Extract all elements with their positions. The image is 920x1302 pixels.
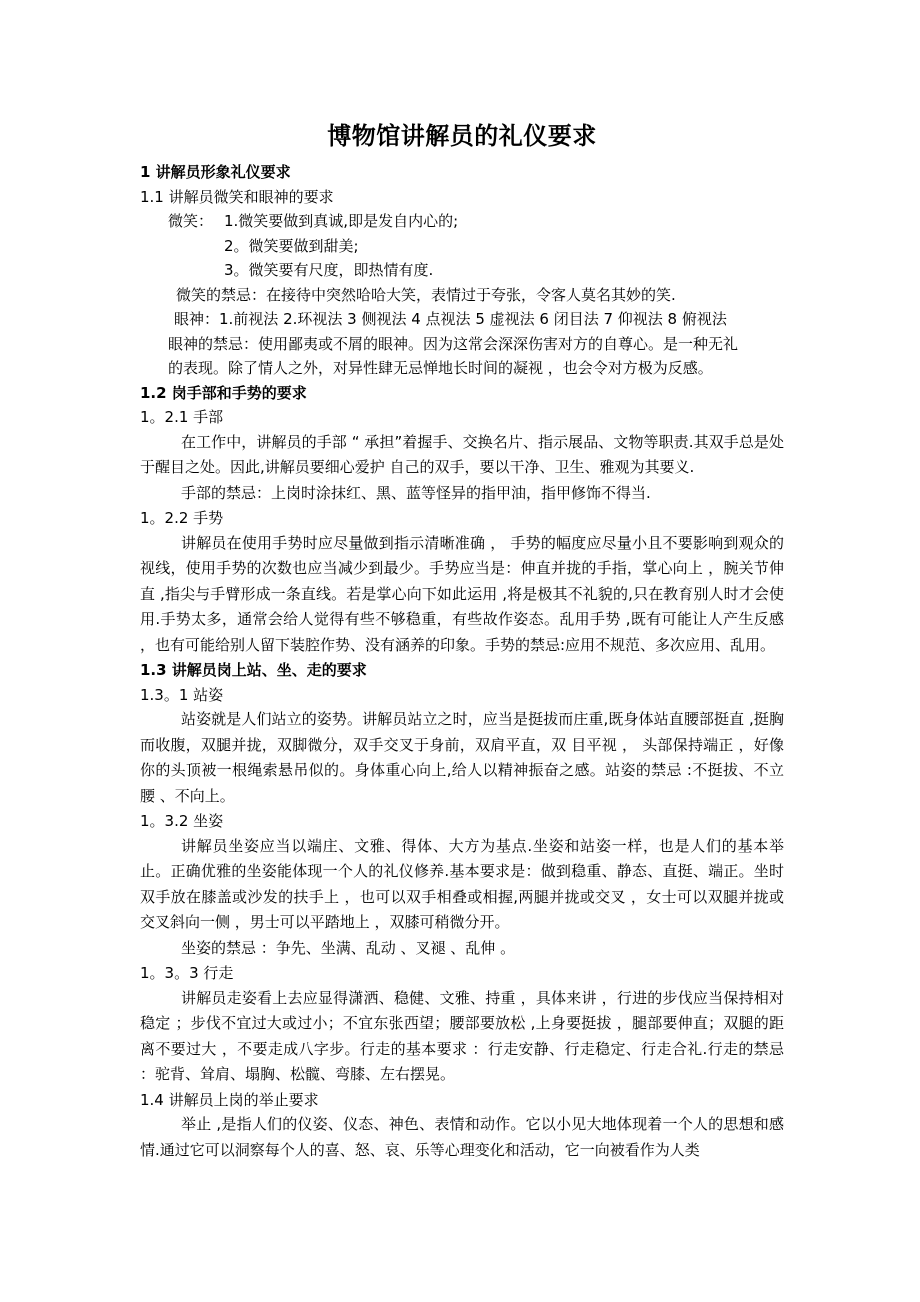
gesture-paragraph: 讲解员在使用手势时应尽量做到指示清晰准确 ， 手势的幅度应尽量小且不要影响到观众的视线，使用手势的次数也应当减少到最少。手势应当是：伸直并拢的手指，掌心向上 ，腕关节伸直 ,指尖与手臂形成一条直线。若是掌心向下如此运用 ,将是极其不礼貌的,只在教育别人时才会使用.手势太多，通常会给人觉得有些不够稳重，有些故作姿态。乱用手势 ,既有可能让人产生反感 ，也有可能给别人留下装腔作势、没有涵养的印象。手势的禁忌:应用不规范、多次应用、乱用。: [140, 533, 784, 654]
sitting-paragraph: 讲解员坐姿应当以端庄、文雅、得体、大方为基点.坐姿和站姿一样，也是人们的基本举止。正确优雅的坐姿能体现一个人的礼仪修养.基本要求是：做到稳重、静态、直挺、端正。坐时双手放在膝盖或沙发的扶手上 ，也可以双手相叠或相握,两腿并拢或交叉 ，女士可以双腿并拢或交叉斜向一侧 ，男士可以平踏地上 ，双膝可稍微分开。: [140, 836, 784, 931]
smile-item-2: 2。微笑要做到甜美;: [224, 236, 359, 255]
section-1-3-3-heading: 1。3。3 行走: [140, 964, 234, 982]
eye-methods: 眼神：1.前视法 2.环视法 3 侧视法 4 点视法 5 虚视法 6 闭目法 7 仰视法 8 俯视法: [174, 310, 727, 328]
standing-paragraph: 站姿就是人们站立的姿势。讲解员站立之时，应当是挺拔而庄重,既身体站直腰部挺直 ,挺胸而收腹，双腿并拢，双脚微分，双手交叉于身前，双肩平直，双 目平视 ， 头部保持端正 ，好像你的头顶被一根绳索悬吊似的。身体重心向上,给人以精神振奋之感。站姿的禁忌 :不挺拔、不立腰 、不向上。: [140, 710, 784, 805]
demeanor-paragraph: 举止 ,是指人们的仪姿、仪态、神色、表情和动作。它以小见大地体现着一个人的思想和感情.通过它可以洞察每个人的喜、怒、哀、乐等心理变化和活动，它一向被看作为人类: [140, 1115, 784, 1159]
eye-taboo-line-2: 的表现。除了情人之外，对异性肆无忌惮地长时间的凝视 ，也会令对方极为反感。: [168, 359, 713, 377]
hand-paragraph: 在工作中，讲解员的手部 “ 承担”着握手、交换名片、指示展品、文物等职责.其双手总是处于醒目之处。因此,讲解员要细心爱护 自己的双手，要以干净、卫生、雅观为其要义.: [140, 432, 784, 476]
smile-item-1: 1.微笑要做到真诚,即是发自内心的;: [224, 212, 459, 230]
walking-paragraph: 讲解员走姿看上去应显得潇洒、稳健、文雅、持重 ，具体来讲 ，行进的步伐应当保持相对稳定 ；步伐不宜过大或过小；不宜东张西望；腰部要放松 ,上身要挺拔 ，腿部要伸直；双腿的距离不要过大 ，不要走成八字步。行走的基本要求 ：行走安静、行走稳定、行走合礼.行走的禁忌 ：驼背、耸肩、塌胸、松髋、弯膝、左右摆晃。: [140, 988, 784, 1083]
smile-taboo: 微笑的禁忌：在接待中突然哈哈大笑，表情过于夸张，令客人莫名其妙的笑.: [176, 285, 676, 304]
section-1-heading: 1 讲解员形象礼仪要求: [140, 163, 291, 181]
sitting-taboo-paragraph: 坐姿的禁忌 ：争先、坐满、乱动 、叉褪 、乱伸 。: [181, 938, 516, 957]
hand-taboo-paragraph: 手部的禁忌：上岗时涂抹红、黑、蓝等怪异的指甲油，指甲修饰不得当.: [181, 483, 651, 502]
section-1-1-heading: 1.1 讲解员微笑和眼神的要求: [140, 187, 334, 206]
eye-taboo-line-1: 眼神的禁忌：使用鄙夷或不屑的眼神。因为这常会深深伤害对方的自尊心。是一种无礼: [168, 334, 739, 353]
smile-item-3: 3。微笑要有尺度，即热情有度.: [224, 261, 434, 279]
section-1-3-1-heading: 1.3。1 站姿: [140, 685, 224, 704]
document-title: 博物馆讲解员的礼仪要求: [327, 122, 597, 150]
section-1-4-heading: 1.4 讲解员上岗的举止要求: [140, 1090, 319, 1109]
section-1-3-heading: 1.3 讲解员岗上站、坐、走的要求: [140, 661, 367, 679]
section-1-2-1-heading: 1。2.1 手部: [140, 408, 224, 426]
section-1-2-heading: 1.2 岗手部和手势的要求: [140, 383, 307, 402]
document-page: [140, 118, 784, 1163]
section-1-3-2-heading: 1。3.2 坐姿: [140, 812, 224, 830]
smile-label: 微笑：: [168, 212, 214, 230]
section-1-2-2-heading: 1。2.2 手势: [140, 509, 224, 527]
smile-row-1: [140, 209, 784, 234]
